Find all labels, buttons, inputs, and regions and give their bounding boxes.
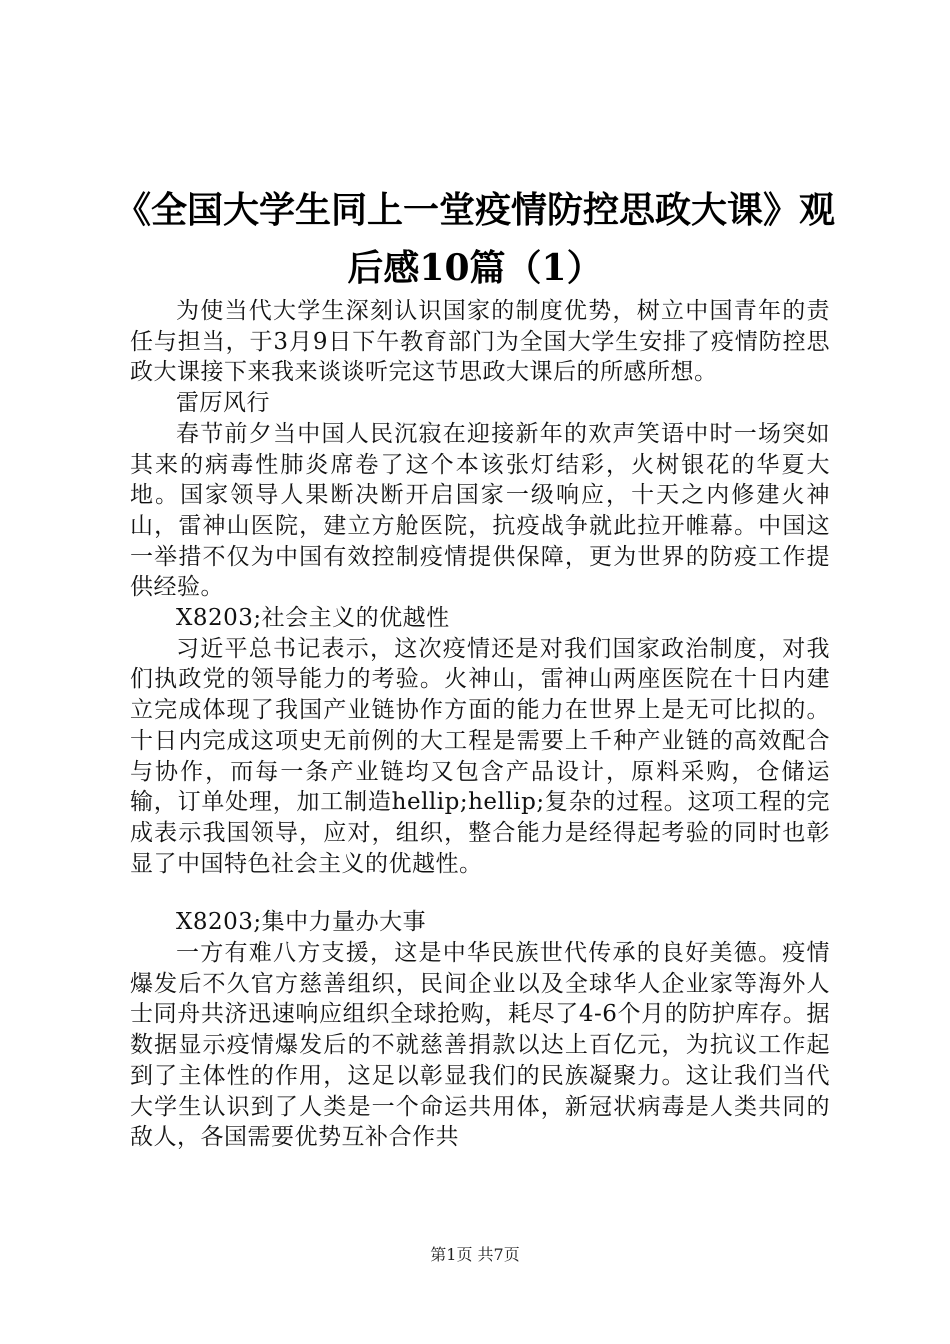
paragraph-section-2: 习近平总书记表示，这次疫情还是对我们国家政治制度，对我们执政党的领导能力的考验。火神山，雷神山两座医院在十日内建立完成体现了我国产业链协作方面的能力在世界上是无可比拟的。十日内完成这项史无前例的大工程是需要上千种产业链的高效配合与协作，而每一条产业链均又包含产品设计，原料采购，仓储运输，订单处理，加工制造hellip;hellip;复杂的过程。这项工程的完成表示我国领导，应对，组织，整合能力是经得起考验的同时也彰显了中国特色社会主义的优越性。 bbox=[130, 635, 830, 877]
document-body bbox=[130, 296, 830, 1153]
document-title-line-1: 《全国大学生同上一堂疫情防控思政大课》观 bbox=[114, 189, 835, 231]
paragraph-intro: 为使当代大学生深刻认识国家的制度优势，树立中国青年的责任与担当，于3月9日下午教育部门为全国大学生安排了疫情防控思政大课接下来我来谈谈听完这节思政大课后的所感所想。 bbox=[130, 298, 830, 386]
document-title-line-2: 后感10篇（1） bbox=[347, 247, 603, 289]
paragraph-section-3: 一方有难八方支援，这是中华民族世代传承的良好美德。疫情爆发后不久官方慈善组织，民间企业以及全球华人企业家等海外人士同舟共济迅速响应组织全球抢购，耗尽了4-6个月的防护库存。据数据显示疫情爆发后的不就慈善捐款以达上百亿元，为抗议工作起到了主体性的作用，这足以彰显我们的民族凝聚力。这让我们当代大学生认识到了人类是一个命运共用体，新冠状病毒是人类共同的敌人，各国需要优势互补合作共 bbox=[130, 940, 830, 1151]
paragraph-section-1: 春节前夕当中国人民沉寂在迎接新年的欢声笑语中时一场突如其来的病毒性肺炎席卷了这个本该张灯结彩，火树银花的华夏大地。国家领导人果断决断开启国家一级响应，十天之内修建火神山，雷神山医院，建立方舱医院，抗疫战争就此拉开帷幕。中国这一举措不仅为中国有效控制疫情提供保障，更为世界的防疫工作提供经验。 bbox=[130, 420, 830, 601]
section-heading-1: 雷厉风行 bbox=[176, 390, 270, 417]
page-footer: 第1页 共7页 bbox=[430, 1245, 520, 1264]
section-heading-2: X8203;社会主义的优越性 bbox=[176, 605, 450, 632]
section-heading-3: X8203;集中力量办大事 bbox=[176, 909, 427, 936]
